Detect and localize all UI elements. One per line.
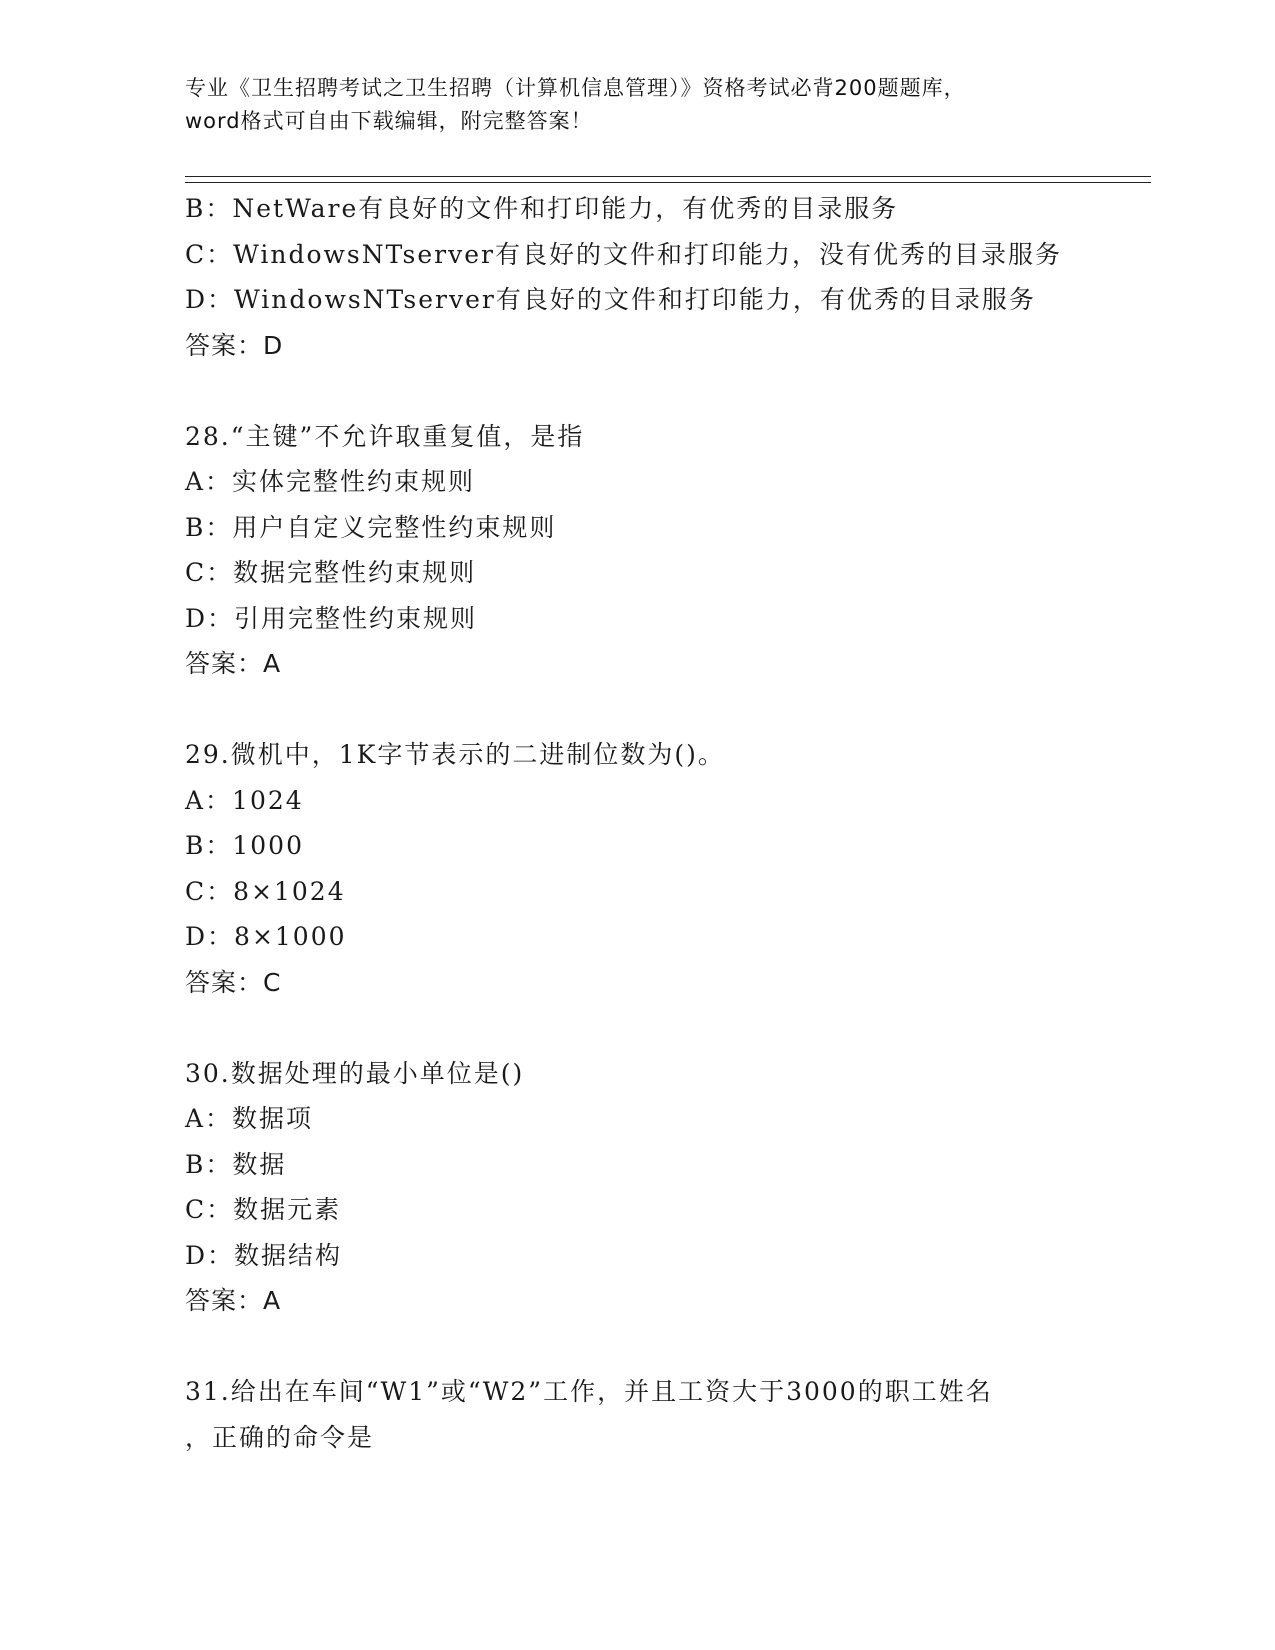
- header-divider-bottom: [185, 182, 1151, 183]
- answer: 答案：A: [185, 1286, 282, 1315]
- question-list: [185, 186, 1145, 1460]
- header-line-1: 专业《卫生招聘考试之卫生招聘（计算机信息管理）》资格考试必背200题题库，: [185, 76, 966, 100]
- option-d: D：WindowsNTserver有良好的文件和打印能力，有优秀的目录服务: [185, 285, 1036, 314]
- answer: 答案：C: [185, 967, 282, 997]
- option-a: A：数据项: [185, 1104, 314, 1133]
- question-31: [185, 1369, 1145, 1460]
- question-27-tail: [185, 186, 1145, 368]
- question-stem: 28.“主键”不允许取重复值，是指: [185, 421, 585, 451]
- option-b: B：数据: [185, 1149, 287, 1179]
- option-c: C：数据完整性约束规则: [185, 558, 477, 587]
- option-d: D：引用完整性约束规则: [185, 603, 478, 633]
- option-b: B：1000: [185, 831, 304, 860]
- option-a: A：1024: [185, 785, 304, 815]
- spacer: [185, 368, 1145, 414]
- option-b: B：NetWare有良好的文件和打印能力，有优秀的目录服务: [185, 194, 899, 223]
- spacer: [185, 1005, 1145, 1051]
- question-28: [185, 414, 1145, 687]
- question-stem: 29.微机中，1K字节表示的二进制位数为()。: [185, 740, 725, 769]
- question-stem: 30.数据处理的最小单位是(): [185, 1058, 525, 1088]
- question-29: [185, 732, 1145, 1005]
- spacer: [185, 1324, 1145, 1370]
- answer: 答案：D: [185, 330, 284, 360]
- page-header: [185, 72, 1085, 138]
- spacer: [185, 687, 1145, 733]
- option-c: C：数据元素: [185, 1195, 342, 1224]
- option-c: C：8×1024: [185, 876, 346, 906]
- option-d: D：数据结构: [185, 1240, 343, 1270]
- option-d: D：8×1000: [185, 922, 347, 951]
- option-c: C：WindowsNTserver有良好的文件和打印能力，没有优秀的目录服务: [185, 239, 1062, 269]
- question-30: [185, 1051, 1145, 1324]
- header-line-2: word格式可自由下载编辑，附完整答案！: [185, 109, 593, 133]
- header-divider-top: [185, 176, 1151, 177]
- question-stem-line-1: 31.给出在车间“W1”或“W2”工作，并且工资大于3000的职工姓名: [185, 1377, 993, 1406]
- question-stem-line-2: ，正确的命令是: [185, 1422, 375, 1452]
- option-a: A：实体完整性约束规则: [185, 467, 476, 496]
- option-b: B：用户自定义完整性约束规则: [185, 512, 557, 542]
- answer: 答案：A: [185, 649, 282, 678]
